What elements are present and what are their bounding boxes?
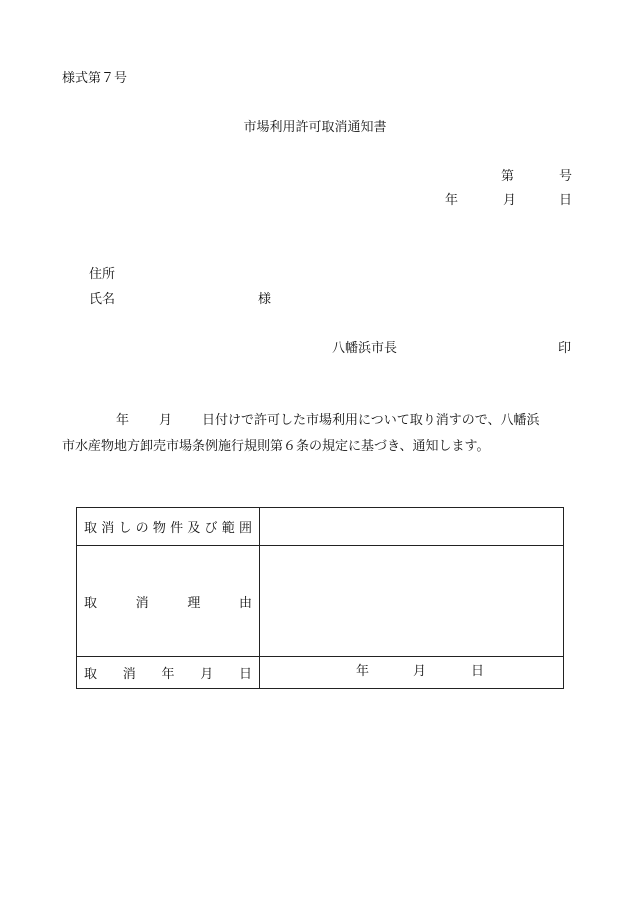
cancellation-details-table [76,507,564,689]
reason-label-char: 消 [135,595,149,611]
document-title: 市場利用許可取消通知書 [243,120,387,135]
scope-label-char: 取 [84,521,98,536]
recipient-honorific: 様 [258,292,272,307]
cancel-date-label-char: 月 [200,667,214,682]
reason-label-char: 由 [238,595,252,611]
cancel-date-year: 年 [356,664,370,679]
body-text-rest: 日付けで許可した市場利用について取り消すので、八幡浜 [202,413,540,428]
recipient-name-label: 氏名 [89,292,116,307]
scope-label [77,508,260,546]
body-text-line-1 [116,413,540,429]
cancel-date-month: 月 [413,664,427,679]
reason-value-cell [260,546,564,657]
seal-mark: 印 [558,341,572,356]
reason-label-char: 理 [187,595,201,611]
cancel-date-label-char: 消 [122,667,136,682]
cancel-date-label-char: 日 [238,667,252,682]
reference-number-suffix: 号 [559,169,573,184]
cancel-date-row [77,657,564,689]
scope-row [77,508,564,546]
scope-label-char: 消 [101,521,115,536]
issue-date-day: 日 [559,193,573,208]
issue-date-month: 月 [503,193,517,208]
issuer-name: 八幡浜市長 [332,341,398,356]
scope-label-char: 件 [170,521,184,536]
form-number: 様式第７号 [62,71,128,86]
cancel-date-day: 日 [471,664,485,679]
scope-value-cell [260,508,564,546]
scope-label-char: 範 [221,521,235,536]
cancel-date-label-char: 年 [161,667,175,682]
scope-label-char: し [118,521,132,536]
recipient-address-label: 住所 [89,267,116,282]
scope-label-char: の [135,521,149,536]
body-text-line-2: 市水産物地方卸売市場条例施行規則第６条の規定に基づき、通知します。 [62,439,490,454]
body-month: 月 [159,413,173,428]
cancel-date-value-cell [260,657,564,689]
reason-label-char: 取 [84,595,98,611]
scope-label-char: 及 [187,521,201,536]
issue-date-year: 年 [445,193,459,208]
scope-label-char: び [204,521,218,536]
reason-row [77,546,564,657]
scope-label-char: 囲 [238,521,252,536]
cancel-date-label-char: 取 [84,667,98,682]
reason-label [77,546,260,657]
cancel-date-label [77,657,260,689]
body-year: 年 [116,413,130,428]
reference-number-prefix: 第 [501,169,515,184]
scope-label-char: 物 [152,521,166,536]
